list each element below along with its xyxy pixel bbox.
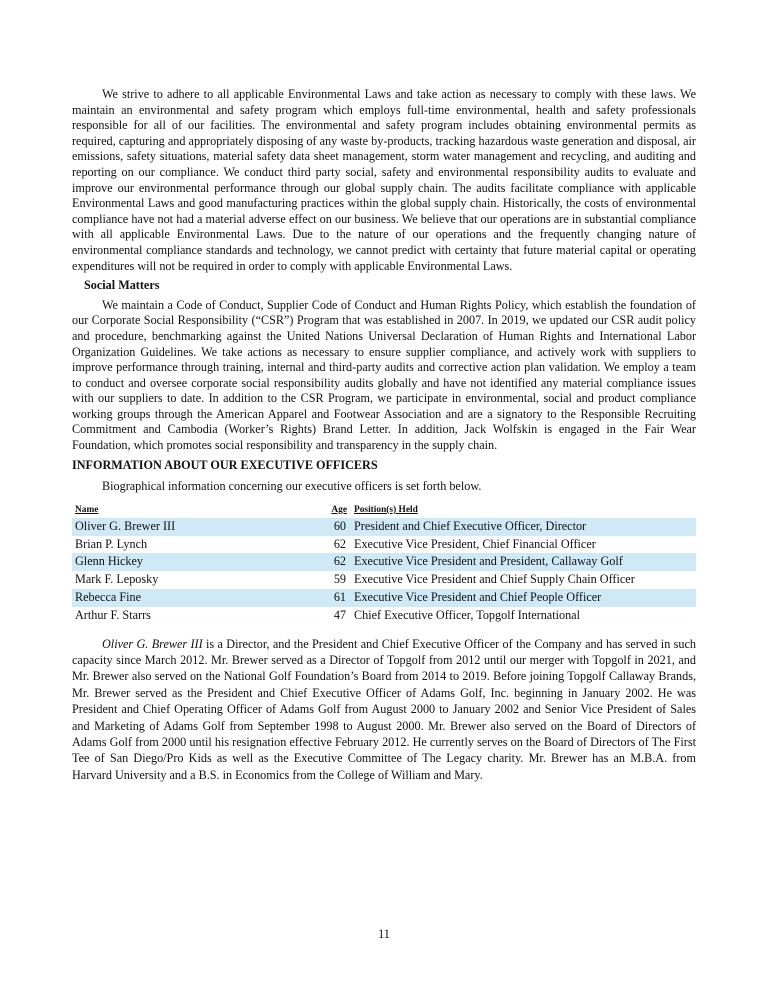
officer-position: Chief Executive Officer, Topgolf International <box>354 607 580 622</box>
position-column-header: Position(s) Held <box>354 504 418 515</box>
executive-officers-intro: Biographical information concerning our executive officers is set forth below. <box>102 479 482 494</box>
officer-name: Glenn Hickey <box>72 553 303 571</box>
table-row <box>72 553 696 571</box>
bio-text: is a Director, and the President and Chief Executive Officer of the Company and has served in such capacity since March 2012. Mr. Brewer served as a Director of Topgolf from 2012 until our merger with Topgolf in 2021, and Mr. Brewer also served on the National Golf Foundation’s Board from 2014 to 2019. Before joining Topgolf Callaway Brands, Mr. Brewer served as the President and Chief Executive Officer of Adams Golf, Inc. beginning in January 2002. He was President and Chief Operating Officer of Adams Golf from August 2000 to January 2002 and Senior Vice President of Sales and Marketing of Adams Golf from September 1998 to August 2000. Mr. Brewer also served on the Board of Directors of Adams Golf from 2000 until his resignation effective February 2012. He currently serves on the Board of Directors of The First Tee of San Diego/Pro Kids as well as the Executive Committee of The Legacy charity. Mr. Brewer has an M.B.A. from Harvard University and a B.S. in Economics from the College of William and Mary. <box>72 636 696 782</box>
officer-position: Executive Vice President and Chief People Officer <box>351 589 696 607</box>
table-row <box>72 589 696 607</box>
officer-position: Executive Vice President and Chief Supply Chain Officer <box>354 572 635 587</box>
page-number: 11 <box>378 927 390 941</box>
officer-bio-paragraph <box>72 636 696 784</box>
table-row <box>72 518 696 536</box>
officer-name: Oliver G. Brewer III <box>72 518 303 536</box>
officer-age: 61 <box>303 589 351 607</box>
officer-position: Executive Vice President and President, Callaway Golf <box>351 553 696 571</box>
bio-officer-name: Oliver G. Brewer III <box>102 636 203 651</box>
officer-name: Rebecca Fine <box>72 589 303 607</box>
social-matters-paragraph: We maintain a Code of Conduct, Supplier Code of Conduct and Human Rights Policy, which establish the foundation of our Corporate Social Responsibility (“CSR”) Program that was established in 2007. In 2019, we updated our CSR audit policy and procedure, benchmarking against the United Nations Universal Declaration of Human Rights and International Labor Organization Guidelines. We take actions as necessary to ensure supplier compliance, and actively work with suppliers to improve performance through training, internal and third-party audits and corrective action plan validation. We employ a team to conduct and oversee corporate social responsibility audits globally and have not identified any material compliance issues with our suppliers to date. In addition to the CSR Program, we participate in environmental, social and product compliance working groups through the American Apparel and Footwear Association and are a signatory to the Responsible Recruiting Commitment and Cambodia (Worker’s Rights) Brand Letter. In addition, Jack Wolfskin is engaged in the Fair Wear Foundation, which promotes social responsibility and transparency in the supply chain. <box>72 297 696 453</box>
environmental-paragraph: We strive to adhere to all applicable Environmental Laws and take action as necessary to comply with these laws. We maintain an environmental and safety program which employs full-time environmental, health and safety professionals responsible for all of our facilities. The environmental and safety program includes obtaining environmental permits as required, capturing and appropriately disposing of any waste by-products, tracking hazardous waste generation and disposal, air emissions, safety situations, material safety data sheet management, storm water management and recycling, and auditing and reporting on our compliance. We conduct third party social, safety and environmental responsibility audits to evaluate and improve our environmental performance through our global supply chain. The audits facilitate compliance with applicable Environmental Laws and good manufacturing practices within the global supply chain. Historically, the costs of environmental compliance have not had a material adverse effect on our business. We believe that our operations are in substantial compliance with all applicable Environmental Laws. Due to the nature of our operations and the frequently changing nature of environmental compliance standards and technology, we cannot predict with certainty that future material capital or operating expenditures will not be required in order to comply with applicable Environmental Laws. <box>72 87 696 273</box>
executive-officers-table <box>72 504 696 625</box>
officer-age: 60 <box>303 518 351 536</box>
table-row <box>72 571 696 589</box>
table-row <box>72 536 696 554</box>
age-column-header: Age <box>331 504 347 515</box>
executive-officers-heading: INFORMATION ABOUT OUR EXECUTIVE OFFICERS <box>72 457 378 472</box>
officer-name: Arthur F. Starrs <box>75 607 151 622</box>
table-header-row <box>72 504 696 518</box>
officer-name: Mark F. Leposky <box>75 572 159 587</box>
officer-age: 62 <box>333 536 346 551</box>
officer-age: 62 <box>303 553 351 571</box>
social-matters-heading: Social Matters <box>84 278 160 293</box>
table-row <box>72 607 696 625</box>
document-page <box>72 87 696 783</box>
officer-position: Executive Vice President, Chief Financial Officer <box>354 536 596 551</box>
name-column-header: Name <box>75 504 99 515</box>
officer-name: Brian P. Lynch <box>75 536 148 551</box>
officer-age: 59 <box>333 572 346 587</box>
officer-age: 47 <box>333 607 346 622</box>
officer-position: President and Chief Executive Officer, Director <box>351 518 696 536</box>
